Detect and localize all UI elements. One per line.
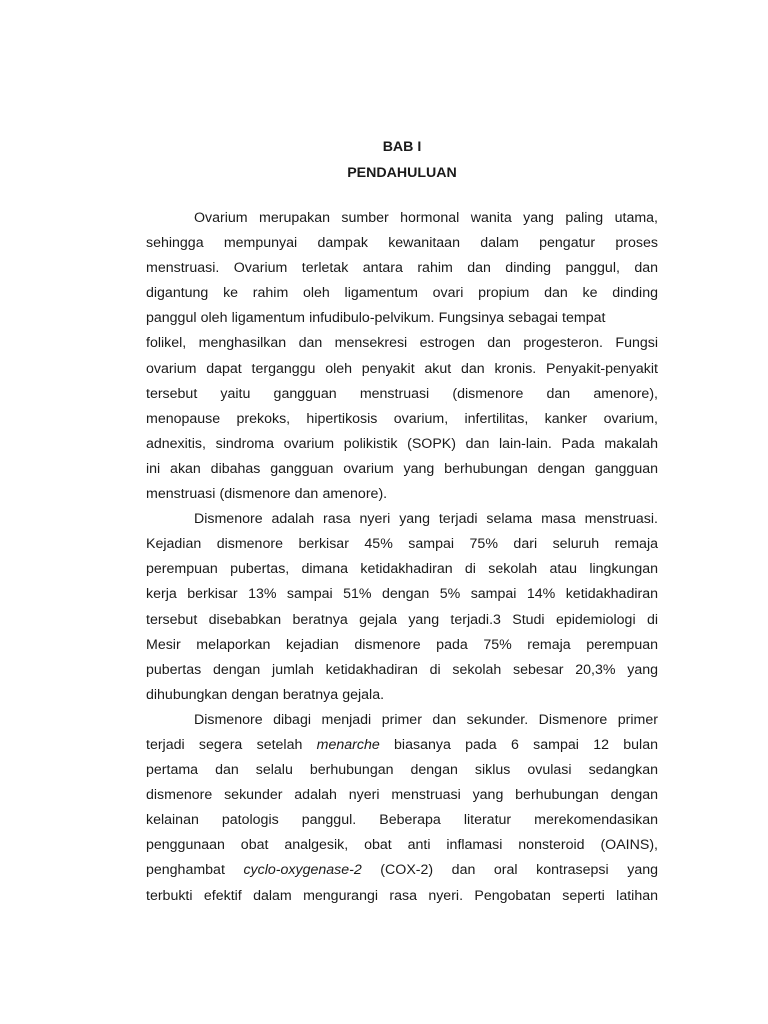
paragraph-line: [146, 858, 658, 883]
paragraph-line: Dismenore dibagi menjadi primer dan sekunder. Dismenore primer: [194, 711, 658, 728]
paragraph-line: menopause prekoks, hipertikosis ovarium, infertilitas, kanker ovarium,: [146, 410, 658, 427]
paragraph-line: Mesir melaporkan kejadian dismenore pada 75% remaja perempuan: [146, 636, 658, 653]
paragraph-line: panggul oleh ligamentum infudibulo-pelvikum. Fungsinya sebagai tempat: [146, 310, 606, 327]
paragraph-line: ini akan dibahas gangguan ovarium yang berhubungan dengan gangguan: [146, 460, 658, 477]
italic-term-cox2: cyclo-oxygenase-2: [243, 862, 362, 879]
paragraph-line: dismenore sekunder adalah nyeri menstruasi yang berhubungan dengan: [146, 787, 658, 804]
paragraph-line: penggunaan obat analgesik, obat anti inflamasi nonsteroid (OAINS),: [146, 837, 658, 854]
paragraph-line: kelainan patologis panggul. Beberapa literatur merekomendasikan: [146, 812, 658, 829]
paragraph-line: ovarium dapat terganggu oleh penyakit akut dan kronis. Penyakit-penyakit: [146, 360, 658, 377]
paragraph-1: [146, 206, 658, 507]
paragraph-line: kerja berkisar 13% sampai 51% dengan 5% sampai 14% ketidakhadiran: [146, 586, 658, 603]
paragraph-line: Dismenore adalah rasa nyeri yang terjadi selama masa menstruasi.: [194, 511, 658, 528]
paragraph-line: adnexitis, sindroma ovarium polikistik (SOPK) dan lain-lain. Pada makalah: [146, 435, 658, 452]
paragraph-line: sehingga mempunyai dampak kewanitaan dalam pengatur proses: [146, 235, 658, 252]
text-run: (COX-2) dan oral kontrasepsi yang: [361, 862, 658, 879]
chapter-title: PENDAHULUAN: [347, 165, 457, 181]
italic-term-menarche: menarche: [316, 736, 380, 753]
paragraph-line: tersebut disebabkan beratnya gejala yang terjadi.3 Studi epidemiologi di: [146, 611, 658, 628]
paragraph-line: folikel, menghasilkan dan mensekresi estrogen dan progesteron. Fungsi: [146, 335, 658, 352]
text-run: terjadi segera setelah: [146, 736, 317, 753]
paragraph-line: menstruasi. Ovarium terletak antara rahim dan dinding panggul, dan: [146, 260, 658, 277]
paragraph-line: pertama dan selalu berhubungan dengan siklus ovulasi sedangkan: [146, 762, 658, 779]
paragraph-line: dihubungkan dengan beratnya gejala.: [146, 686, 385, 703]
chapter-number: BAB I: [382, 139, 422, 155]
paragraph-3: [146, 708, 658, 909]
paragraph-line: Kejadian dismenore berkisar 45% sampai 75% dari seluruh remaja: [146, 536, 658, 553]
paragraph-line: pubertas dengan jumlah ketidakhadiran di sekolah sebesar 20,3% yang: [146, 661, 658, 678]
paragraph-line: [146, 733, 658, 758]
paragraph-line: tersebut yaitu gangguan menstruasi (dismenore dan amenore),: [146, 385, 658, 402]
paragraph-line: Ovarium merupakan sumber hormonal wanita yang paling utama,: [194, 210, 658, 226]
document-page: [146, 134, 658, 909]
paragraph-line: menstruasi (dismenore dan amenore).: [146, 486, 388, 503]
paragraph-line: digantung ke rahim oleh ligamentum ovari propium dan ke dinding: [146, 285, 658, 302]
text-run: penghambat: [146, 862, 244, 879]
paragraph-line: perempuan pubertas, dimana ketidakhadiran di sekolah atau lingkungan: [146, 561, 658, 578]
text-run: biasanya pada 6 sampai 12 bulan: [379, 736, 658, 753]
paragraph-line: terbukti efektif dalam mengurangi rasa nyeri. Pengobatan seperti latihan: [146, 887, 658, 904]
paragraph-2: [146, 507, 658, 708]
